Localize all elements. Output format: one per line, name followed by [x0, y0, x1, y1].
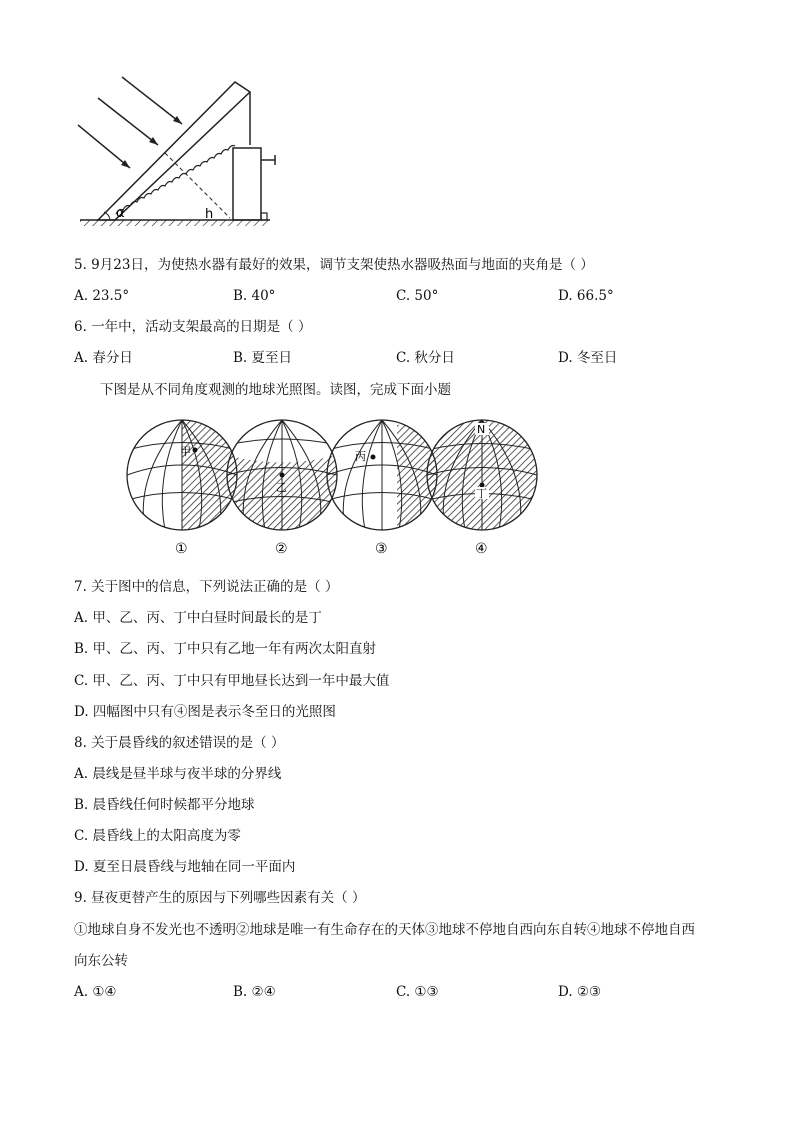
- q7-option-a[interactable]: A. 甲、乙、丙、丁中白昼时间最长的是丁: [74, 610, 322, 626]
- q7-option-b[interactable]: B. 甲、乙、丙、丁中只有乙地一年有两次太阳直射: [74, 641, 377, 657]
- angle-h-label: h: [205, 207, 214, 222]
- globe-2: [227, 420, 337, 530]
- q6-option-a[interactable]: A. 春分日: [74, 350, 133, 366]
- q9-factors-line1: ①地球自身不发光也不透明②地球是唯一有生命存在的天体③地球不停地自西向东自转④地球不停地自西: [74, 922, 695, 938]
- q9-option-d[interactable]: D. ②③: [558, 984, 602, 1000]
- q8-stem: 8. 关于晨昏线的叙述错误的是（ ）: [74, 735, 285, 751]
- q9-factors-line2: 向东公转: [74, 953, 128, 969]
- globe-1: [127, 420, 237, 530]
- globe-4-number: ④: [475, 541, 488, 557]
- globe-1-place: 甲: [180, 445, 191, 458]
- q7-stem: 7. 关于图中的信息，下列说法正确的是（ ）: [74, 579, 339, 595]
- q9-stem: 9. 昼夜更替产生的原因与下列哪些因素有关（ ）: [74, 890, 366, 906]
- water-heater-figure: [70, 70, 290, 230]
- q5-stem: 5. 9月23日，为使热水器有最好的效果，调节支架使热水器吸热面与地面的夹角是（ ）: [74, 257, 594, 273]
- globe-3-place: 丙: [355, 450, 366, 463]
- q7-option-c[interactable]: C. 甲、乙、丙、丁中只有甲地昼长达到一年中最大值: [74, 673, 390, 689]
- q8-option-a[interactable]: A. 晨线是昼半球与夜半球的分界线: [74, 766, 282, 782]
- q9-option-a[interactable]: A. ①④: [74, 984, 117, 1000]
- q9-option-c[interactable]: C. ①③: [396, 984, 439, 1000]
- q7-option-d[interactable]: D. 四幅图中只有④图是表示冬至日的光照图: [74, 704, 336, 720]
- globe-2-number: ②: [275, 541, 288, 557]
- globe-4-place: 丁: [476, 487, 487, 500]
- globe-3-number: ③: [375, 541, 388, 557]
- q8-option-c[interactable]: C. 晨昏线上的太阳高度为零: [74, 828, 241, 844]
- q6-option-b[interactable]: B. 夏至日: [233, 350, 293, 366]
- globes-intro: 下图是从不同角度观测的地球光照图。读图，完成下面小题: [100, 382, 451, 398]
- q5-option-b[interactable]: B. 40°: [233, 288, 276, 304]
- q6-stem: 6. 一年中，活动支架最高的日期是（ ）: [74, 319, 312, 335]
- angle-alpha-label: α: [116, 206, 125, 221]
- globe-1-number: ①: [175, 541, 188, 557]
- globes-figure: [125, 415, 595, 560]
- q5-option-d[interactable]: D. 66.5°: [558, 288, 614, 304]
- q8-option-d[interactable]: D. 夏至日晨昏线与地轴在同一平面内: [74, 859, 296, 875]
- q9-option-b[interactable]: B. ②④: [233, 984, 276, 1000]
- q5-option-a[interactable]: A. 23.5°: [74, 288, 130, 304]
- globe-4-pole: N: [477, 423, 486, 436]
- globe-2-place: 乙: [276, 481, 287, 494]
- q5-option-c[interactable]: C. 50°: [396, 288, 439, 304]
- q6-option-d[interactable]: D. 冬至日: [558, 350, 618, 366]
- q6-option-c[interactable]: C. 秋分日: [396, 350, 455, 366]
- globe-4: [427, 420, 537, 530]
- globe-3: [327, 420, 437, 530]
- q8-option-b[interactable]: B. 晨昏线任何时候都平分地球: [74, 797, 255, 813]
